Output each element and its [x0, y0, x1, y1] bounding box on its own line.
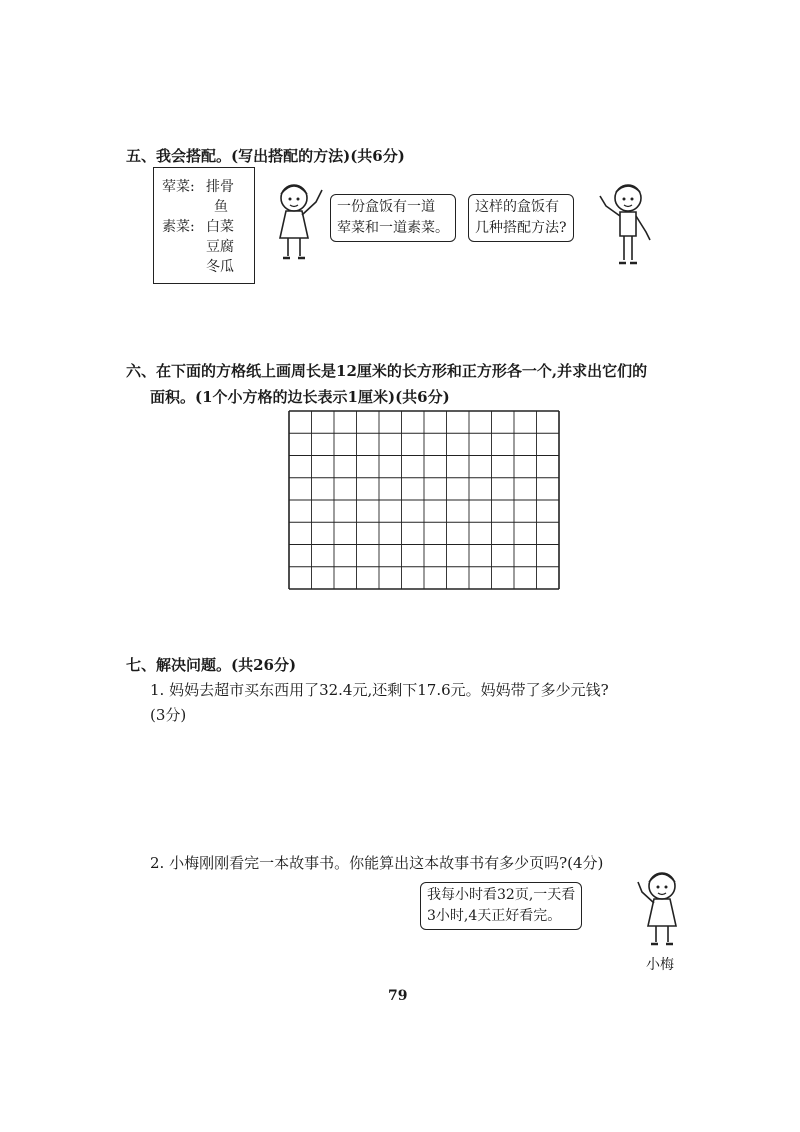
xiaomei-illustration [634, 868, 686, 950]
bubble-line: 几种搭配方法? [475, 220, 567, 236]
question-2: 2. 小梅刚刚看完一本故事书。你能算出这本故事书有多少页吗?(4分) [150, 854, 604, 872]
section6-heading-line1: 六、在下面的方格纸上画周长是12厘米的长方形和正方形各一个,并求出它们的 [126, 362, 648, 380]
girl-illustration [268, 180, 326, 262]
question-1: 1. 妈妈去超市买东西用了32.4元,还剩下17.6元。妈妈带了多少元钱? [150, 681, 609, 699]
veg-item: 白菜 [206, 219, 234, 235]
question-1-points: (3分) [150, 706, 187, 724]
meat-item: 排骨 [206, 179, 234, 195]
grid-paper [286, 408, 562, 592]
bubble-line: 3小时,4天正好看完。 [427, 908, 562, 924]
section6-heading-line2: 面积。(1个小方格的边长表示1厘米)(共6分) [150, 388, 450, 406]
speech-bubble-right [468, 194, 574, 242]
page-number: 79 [388, 988, 408, 1004]
veg-label: 素菜: [162, 219, 195, 235]
menu-box [153, 167, 255, 284]
veg-item: 豆腐 [206, 239, 234, 255]
bubble-line: 我每小时看32页,一天看 [427, 887, 576, 903]
meat-item: 鱼 [214, 199, 228, 215]
boy-illustration [594, 180, 656, 270]
bubble-line: 荤菜和一道素菜。 [337, 220, 449, 236]
speech-bubble-left [330, 194, 456, 242]
bubble-line: 一份盒饭有一道 [337, 199, 435, 215]
bubble-line: 这样的盒饭有 [475, 199, 559, 215]
meat-label: 荤菜: [162, 179, 195, 195]
speech-bubble-xiaomei [420, 882, 582, 930]
character-name-label: 小梅 [646, 957, 674, 973]
veg-item: 冬瓜 [206, 259, 234, 275]
section7-heading: 七、解决问题。(共26分) [126, 656, 297, 674]
section5-heading: 五、我会搭配。(写出搭配的方法)(共6分) [126, 147, 405, 165]
